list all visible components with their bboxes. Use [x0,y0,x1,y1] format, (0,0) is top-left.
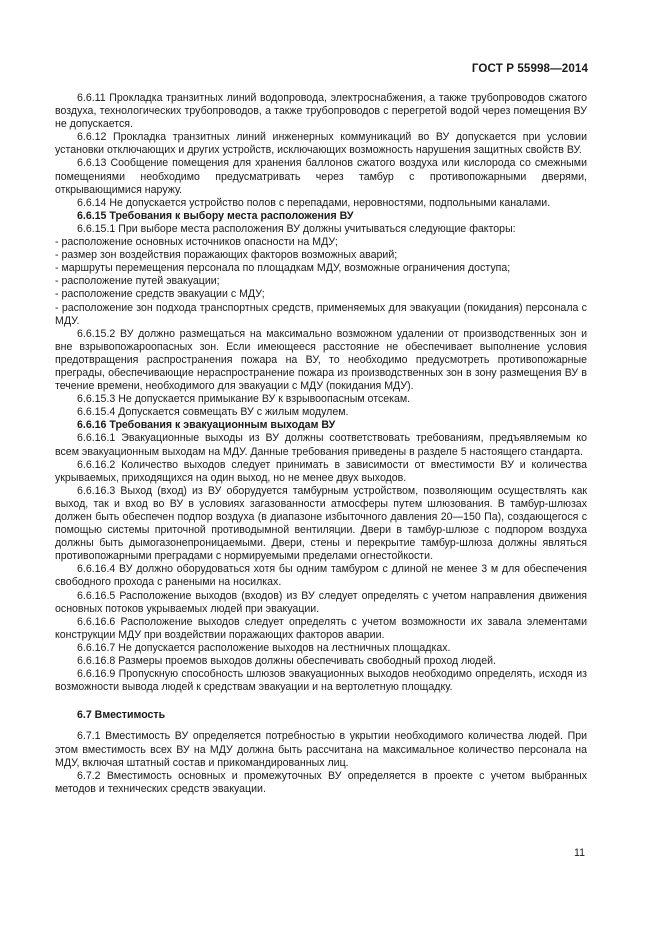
paragraph: 6.6.12 Прокладка транзитных линий инженерных коммуникаций во ВУ допускается при условии установки отключающих и других устройств, исключающих возможность нарушения защитных свойств ВУ. [55,131,587,157]
paragraph: 6.6.15.3 Не допускается примыкание ВУ к взрывоопасным отсекам. [77,393,411,406]
paragraph: 6.6.16.9 Пропускную способность шлюзов эвакуационных выходов необходимо определять, исходя из возможности вывода людей к средствам эвакуации и на вертолетную площадку. [55,668,587,694]
paragraph: 6.6.16.4 ВУ должно оборудоваться хотя бы одним тамбуром с длиной не менее 3 м для обеспечения свободного прохода с ранеными на носилках. [55,563,587,589]
list-item: - расположение зон подхода транспортных средств, применяемых для эвакуации (покидания) персонала с МДУ. [55,302,587,328]
document-body [55,92,587,796]
page-number: 11 [574,847,585,859]
paragraph: 6.6.15.2 ВУ должно размещаться на максимально возможном удалении от производственных зон и вне взрывопожароопасных зон. Если имеющееся расстояние не обеспечивает выполнение условия предотвращения распространения пожара на ВУ, то необходимо предусмотреть противопожарные преграды, обеспечивающие нераспространение пожара из производственных зон в зону размещения ВУ в течение времени, необходимого для эвакуации с МДУ (покидания МДУ). [55,327,587,393]
paragraph: 6.6.16.1 Эвакуационные выходы из ВУ должны соответствовать требованиям, предъявляемым ко всем эвакуационным выходам на МДУ. Данные требования приведены в разделе 5 настоящего стандарта. [55,432,587,458]
paragraph: 6.6.16.2 Количество выходов следует принимать в зависимости от вместимости ВУ и количества укрываемых, приходящихся на один выход, но не менее двух выходов. [55,458,587,484]
subsection-heading: 6.6.15 Требования к выбору места расположения ВУ [77,209,354,222]
subsection-heading: 6.6.16 Требования к эвакуационным выходам ВУ [77,419,336,432]
section-heading: 6.7 Вместимость [77,709,166,722]
list-item: - расположение путей эвакуации; [55,275,587,288]
list-item: - расположение средств эвакуации с МДУ; [55,288,587,301]
list-item: - расположение основных источников опасности на МДУ; [55,236,587,249]
paragraph: 6.6.11 Прокладка транзитных линий водопровода, электроснабжения, а также трубопроводов сжатого воздуха, технологических трубопроводов, а также трубопроводов с перегретой водой через помещения ВУ не допускается. [55,92,587,131]
paragraph: 6.6.15.1 При выборе места расположения ВУ должны учитываться следующие факторы: [77,222,516,235]
paragraph: 6.6.16.3 Выход (вход) из ВУ оборудуется тамбурным устройством, позволяющим осуществлять как выход, так и вход во ВУ в условиях загазованности атмосферы путем шлюзования. В тамбур-шлюзах должен быть обеспечен подпор воздуха (в диапазоне избыточного давления 20—150 Па), создающегося с помощью системы приточной противодымной вентиляции. Двери в тамбур-шлюзе с подпором воздуха должны быть дымогазонепроницаемыми. Двери, стены и перекрытие тамбур-шлюза должны являться противопожарными преградами с нормируемыми пределами огнестойкости. [55,484,587,563]
list-item: - размер зон воздействия поражающих факторов возможных аварий; [55,249,587,262]
paragraph: 6.6.13 Сообщение помещения для хранения баллонов сжатого воздуха или кислорода со смежными помещениями необходимо предусматривать через тамбур с противопожарными дверями, открывающимися наружу. [55,157,587,196]
paragraph: 6.7.1 Вместимость ВУ определяется потребностью в укрытии необходимого количества людей. При этом вместимость всех ВУ на МДУ должна быть рассчитана на максимальное количество персонала на МДУ, включая штатный состав и прикомандированных лиц. [55,730,587,769]
paragraph: 6.6.15.4 Допускается совмещать ВУ с жилым модулем. [77,406,349,419]
paragraph: 6.7.2 Вместимость основных и промежуточных ВУ определяется в проекте с учетом выбранных методов и технических средств эвакуации. [55,769,587,795]
paragraph: 6.6.16.5 Расположение выходов (входов) из ВУ следует определять с учетом направления движения основных потоков укрываемых людей при эвакуации. [55,589,587,615]
paragraph: 6.6.16.7 Не допускается расположение выходов на лестничных площадках. [77,641,451,654]
standard-code: ГОСТ Р 55998—2014 [471,62,588,75]
list-item: - маршруты перемещения персонала по площадкам МДУ, возможные ограничения доступа; [55,262,587,275]
paragraph: 6.6.16.6 Расположение выходов следует определять с учетом возможности их завала элементами конструкции МДУ при воздействии поражающих факторов аварии. [55,615,587,641]
paragraph: 6.6.16.8 Размеры проемов выходов должны обеспечивать свободный проход людей. [77,655,496,668]
paragraph: 6.6.14 Не допускается устройство полов с перепадами, неровностями, подпольными каналами. [77,196,551,209]
